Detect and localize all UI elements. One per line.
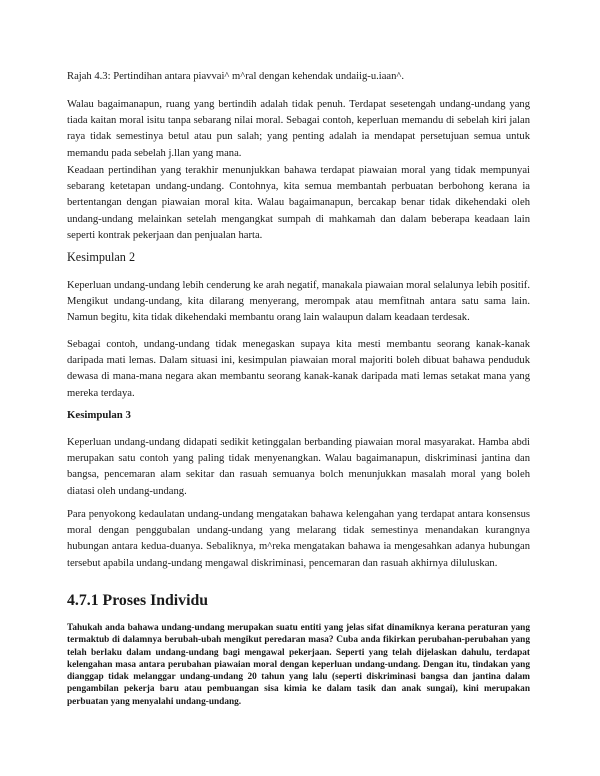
paragraph-negative-law: Keperluan undang-undang lebih cenderung ke arah negatif, manakala piawaian moral selalunya lebih positif. Mengikut undang-undang, kita dilarang menyerang, merompak atau memfitnah antara satu sama lain. Namun begitu, kita tidak dikehendaki membantu orang lain walaupun dalam keadaan terdesak. <box>67 280 530 324</box>
paragraph-moral-overlap: Keadaan pertindihan yang terakhir menunjukkan bahawa terdapat piawaian moral yang tidak mempunyai sebarang ketetapan undang-undang. Contohnya, kita semua membantah perbuatan berbohong kerana ia bertentangan dengan piawaian moral kita. Walau bagaimanapun, bercakap benar tidak dikehendaki oleh undang-undang melainkan setelah mengangkat sumpah di mahkamah dan dalam beberapa keadaan lain seperti kontrak pekerjaan dan penjualan harta. <box>67 165 530 241</box>
paragraph-drowning-example: Sebagai contoh, undang-undang tidak menegaskan supaya kita mesti membantu seorang kanak-kanak daripada mati lemas. Dalam situasi ini, kesimpulan piawaian moral majoriti boleh dibuat bahawa penduduk dewasa di mana-mana negara akan membantu seorang kanak-kanak daripada mati lemas setakat mana yang mereka terdaya. <box>67 339 530 399</box>
heading-kesimpulan-3: Kesimpulan 3 <box>67 409 131 421</box>
paragraph-road-driving: Walau bagaimanapun, ruang yang bertindih adalah tidak penuh. Terdapat sesetengah undang-undang yang tiada kaitan moral isitu tanpa sebarang nilai moral. Sebagai contoh, keperluan memandu di sebelah kiri jalan raya tidak semestinya betul atau pun salah; yang penting adalah ia mendapat persetujuan semua untuk memandu pada sebelah j.llan yang mana. <box>67 99 530 159</box>
paragraph-dynamic-law: Tahukah anda bahawa undang-undang merupakan suatu entiti yang jelas sifat dinamiknya kerana peraturan yang termaktub di dalamnya berubah-ubah mengikut peredaran masa? Cuba anda fikirkan perubahan-perubahan yang telah berlaku dalam undang-undang bagi mengawal pekerjaan. Seperti yang telah dijelaskan dahulu, terdapat kelengahan masa antara perubahan piawaian moral dengan keperluan undang-undang. Dengan itu, tindakan yang dianggap tidak melanggar undang-undang 20 tahun yang lalu (seperti diskriminasi bangsa dan jantina dalam pengambilan pekerja baru atau pembuangan sisa kimia ke dalam tasik dan anak sungai), kini merupakan perbuatan yang menyalahi undang-undang. <box>67 623 530 707</box>
heading-kesimpulan-2: Kesimpulan 2 <box>67 250 136 264</box>
paragraph-rule-of-law: Para penyokong kedaulatan undang-undang mengatakan bahawa kelengahan yang terdapat antara konsensus moral dengan penggubalan undang-undang yang melarang tidak semestinya menandakan kurangnya hubungan antara kedua-duanya. Sebaliknya, m^reka mengatakan bahawa ia mengesahkan adanya hubungan tersebut apabila undang-undang mengawal diskriminasi, pencemaran dan rasuah akhirnya diluluskan. <box>67 509 530 569</box>
paragraph-law-lag: Keperluan undang-undang didapati sedikit ketinggalan berbanding piawaian moral masyarakat. Hamba abdi merupakan satu contoh yang paling tidak menyenangkan. Walau bagaimanapun, diskriminasi jantina dan bangsa, pencemaran alam sekitar dan rasuah semuanya bolch menunjukkan masalah moral yang boleh diatasi oleh undang-undang. <box>67 437 530 497</box>
figure-caption: Rajah 4.3: Pertindihan antara piavvai^ m^ral dengan kehendak undaiig-u.iaan^. <box>67 71 405 82</box>
section-heading-proses-individu: 4.7.1 Proses Individu <box>67 592 209 609</box>
